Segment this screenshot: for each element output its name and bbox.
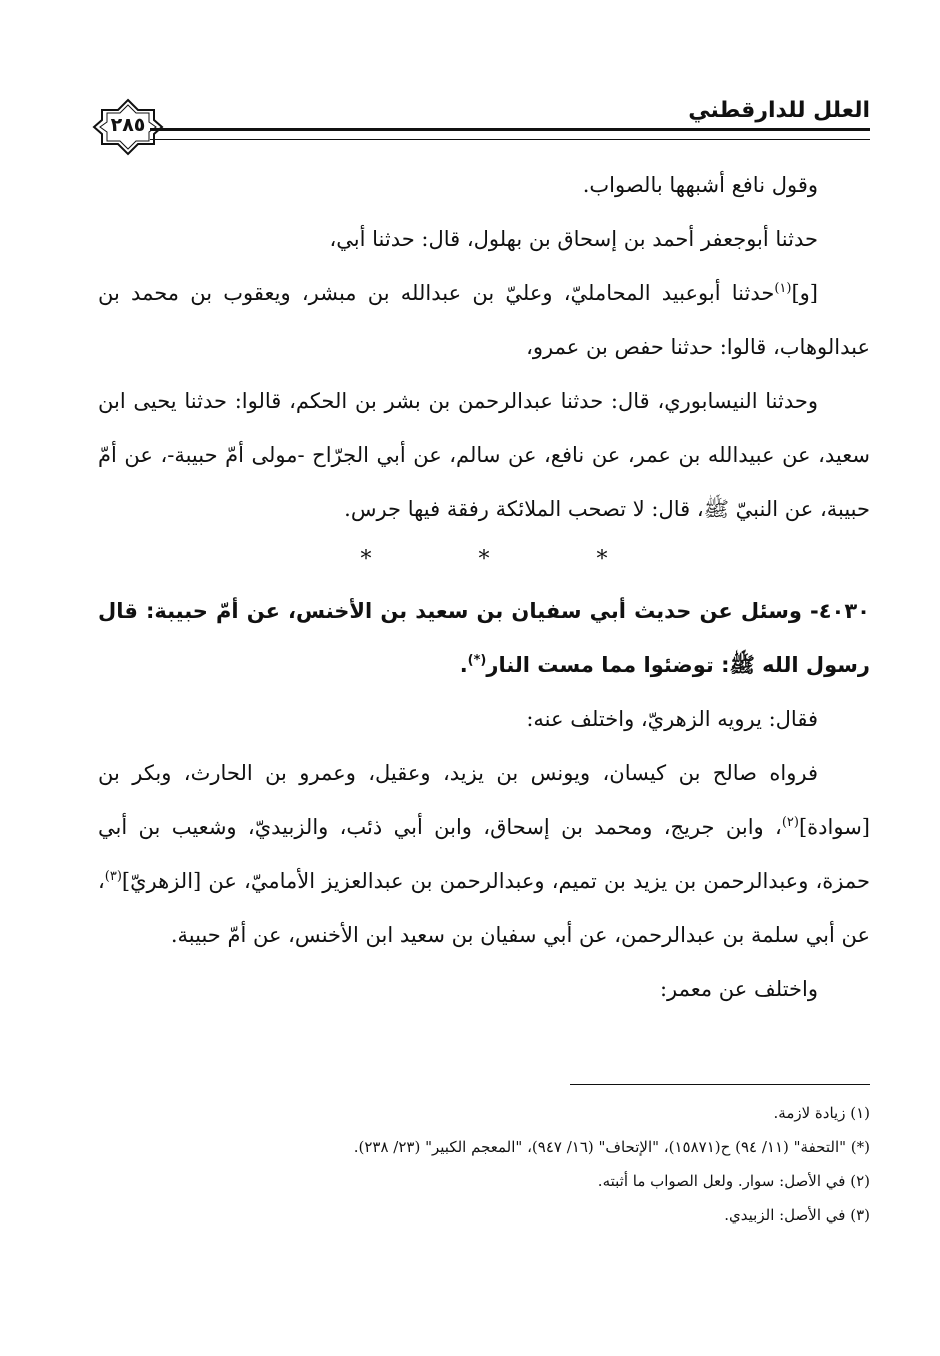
footnote-ref-star: (*) [467,653,487,668]
page-number: ٢٨٥ [110,114,146,136]
main-text [98,158,870,1016]
footnote-2: (٢) في الأصل: سوار. ولعل الصواب ما أثبته. [597,1172,870,1190]
section-separator: * * * [360,547,658,572]
footnote-ref-3: (٣) [104,869,122,884]
paragraph-4: وحدثنا النيسابوري، قال: حدثنا عبدالرحمن بن بشر بن الحكم، قالوا: حدثنا يحيى ابن سعيد، عن عبيدالله بن عمر، عن نافع، عن سالم، عن أبي الجرّاح -مولى أمّ حبيبة-، عن أمّ حبيبة، عن النبيّ ﷺ، قال: لا تصحب الملائكة رفقة فيها جرس. [98,389,870,521]
paragraph-3-text: حدثنا أبوعبيد المحامليّ، وعليّ بن عبدالله بن مبشر، ويعقوب بن محمد بن عبدالوهاب، قالوا: حدثنا حفص بن عمرو، [98,281,870,359]
paragraph-6-part-a: فرواه صالح بن كيسان، ويونس بن يزيد، وعقيل، وعمرو بن الحارث، وبكر بن [سوادة] [98,761,870,839]
running-title: العلل للدارقطني [688,98,870,123]
footnote-ref-2: (٢) [781,815,799,830]
paragraph-6-part-b: ، وابن جريج، ومحمد بن إسحاق، وابن أبي ذئب، والزبيديّ، وشعيب بن أبي حمزة، وعبدالرحمن بن يزيد بن تميم، وعبدالرحمن بن عبدالعزيز الأماميّ، عن [الزهريّ] [98,815,870,893]
footnote-rule [570,1084,870,1085]
footnote-star: (*) "التحفة" (١١/ ٩٤) ح(١٥٨٧١)، "الإتحاف" (١٦/ ٩٤٧)، "المعجم الكبير" (٢٣/ ٢٣٨). [353,1138,870,1156]
header-rule [150,128,870,140]
entry-heading [98,584,870,692]
inserted-word: [و] [791,281,818,305]
entry-heading-text: ٤٠٣٠- وسئل عن حديث أبي سفيان بن سعيد بن الأخنس، عن أمّ حبيبة: قال رسول الله ﷺ: توضئوا مما مست النار [98,599,870,677]
paragraph-5: فقال: يرويه الزهريّ، واختلف عنه: [526,707,818,731]
footnote-ref-1: (١) [774,281,792,296]
paragraph-2: حدثنا أبوجعفر أحمد بن إسحاق بن بهلول، قال: حدثنا أبي، [329,227,818,251]
paragraph-1: وقول نافع أشبهها بالصواب. [582,173,818,197]
footnote-3: (٣) في الأصل: الزبيدي. [724,1206,870,1224]
paragraph-3 [98,266,870,374]
paragraph-6-part-c: ، عن أبي سلمة بن عبدالرحمن، عن أبي سفيان بن سعيد ابن الأخنس، عن أمّ حبيبة. [98,869,870,947]
entry-heading-end: . [459,653,468,677]
footnote-1: (١) زيادة لازمة. [773,1104,870,1122]
paragraph-6 [98,746,870,962]
paragraph-7: واختلف عن معمر: [659,977,818,1001]
footnotes [98,1098,870,1234]
